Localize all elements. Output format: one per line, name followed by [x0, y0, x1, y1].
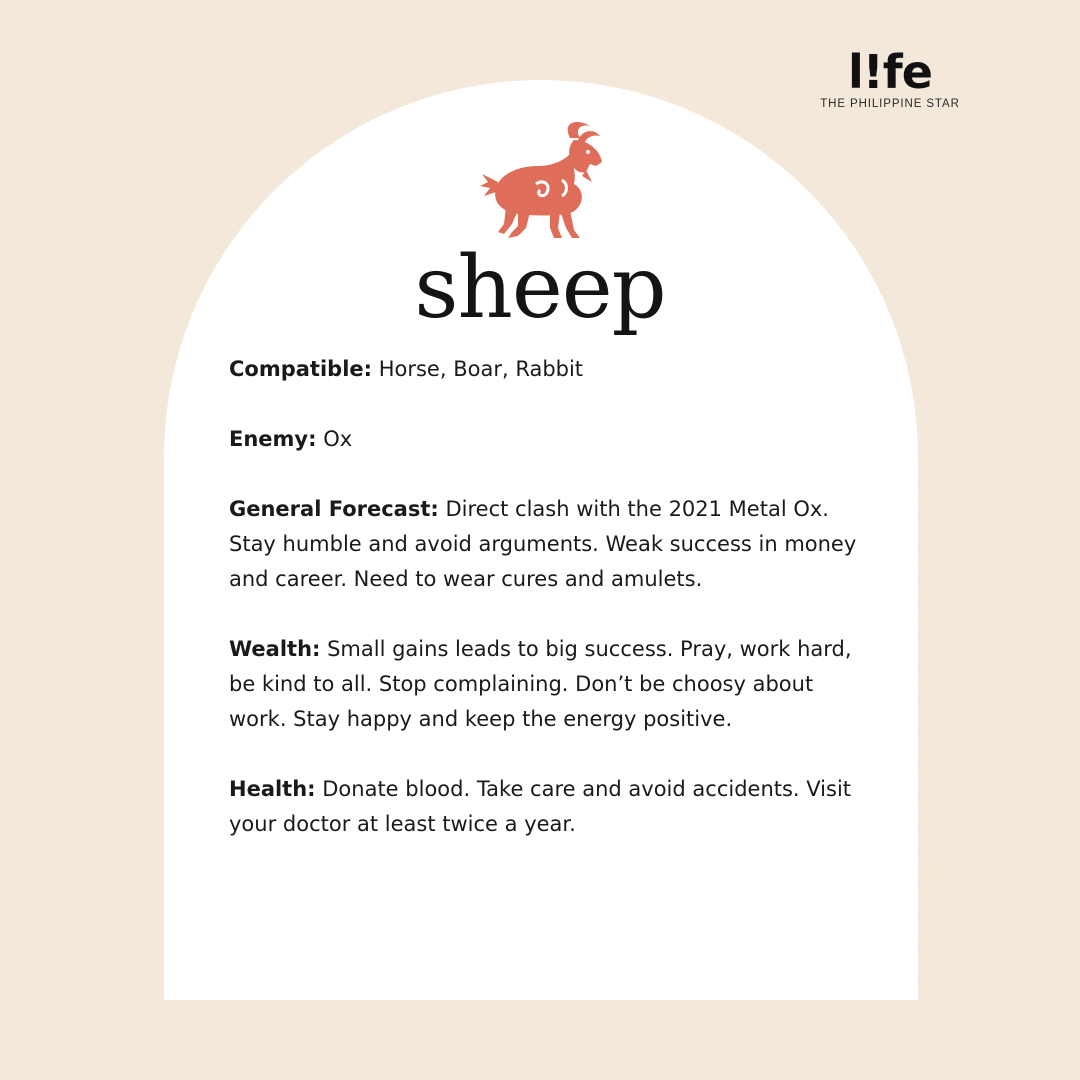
enemy-text: Ox	[316, 427, 353, 451]
sheep-icon	[478, 120, 606, 244]
health-text: Donate blood. Take care and avoid accidents. Visit your doctor at least twice a year.	[229, 777, 852, 836]
brand-tagline: THE PHILIPPINE STAR	[820, 98, 960, 110]
health-label: Health:	[229, 777, 316, 801]
general-forecast-label: General Forecast:	[229, 497, 439, 521]
compatible-label: Compatible:	[229, 357, 373, 381]
page-title: sheep	[414, 238, 666, 338]
wealth-section	[229, 632, 859, 737]
general-forecast-text: Direct clash with the 2021 Metal Ox. Stay humble and avoid arguments. Weak success in money and career. Need to wear cures and amulets.	[229, 497, 857, 591]
enemy-label: Enemy:	[229, 427, 317, 451]
brand	[810, 45, 970, 118]
wealth-text: Small gains leads to big success. Pray, work hard, be kind to all. Stop complaining. Don’t be choosy about work. Stay happy and keep the energy positive.	[229, 637, 852, 731]
enemy-section	[229, 422, 859, 457]
general-forecast-section	[229, 492, 859, 597]
brand-logo: l!fe	[848, 45, 932, 99]
compatible-text: Horse, Boar, Rabbit	[372, 357, 584, 381]
forecast-content	[229, 352, 859, 877]
health-section	[229, 772, 859, 842]
wealth-label: Wealth:	[229, 637, 321, 661]
compatible-section	[229, 352, 859, 387]
